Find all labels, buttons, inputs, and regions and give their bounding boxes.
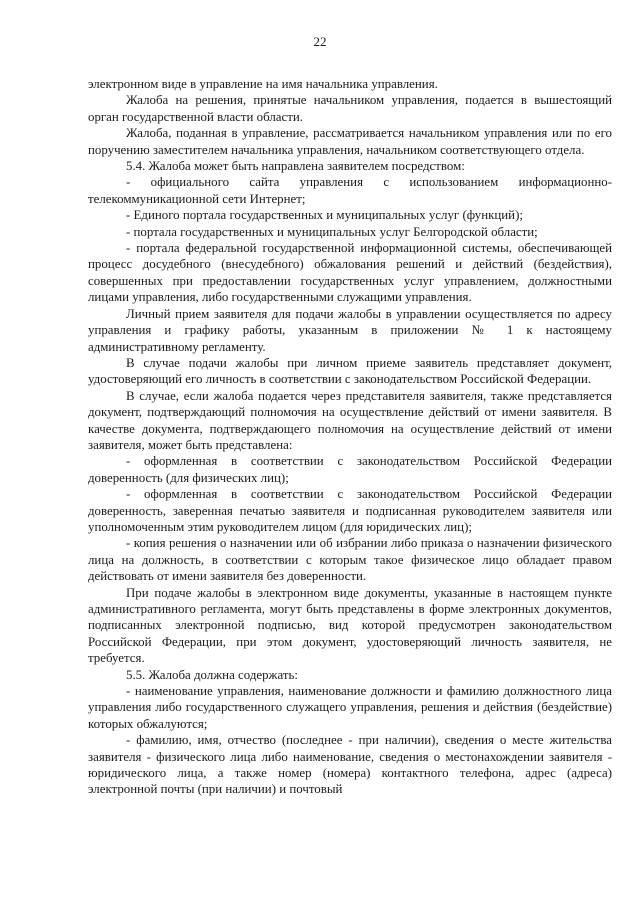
list-item: - Единого портала государственных и муниципальных услуг (функций); bbox=[126, 208, 523, 223]
section-heading: 5.4. Жалоба может быть направлена заявителем посредством: bbox=[126, 159, 465, 174]
paragraph: Жалоба на решения, принятые начальником управления, подается в вышестоящий орган государственной власти области. bbox=[88, 93, 612, 124]
paragraph: электронном виде в управление на имя начальника управления. bbox=[88, 77, 438, 91]
list-item: - оформленная в соответствии с законодательством Российской Федерации доверенность, заверенная печатью заявителя и подписанная руководителем заявителя или уполномоченным этим руководителем лицом (для юридических лиц); bbox=[88, 487, 612, 534]
list-item: - наименование управления, наименование должности и фамилию должностного лица управления либо государственного служащего управления, решения и действия (бездействие) которых обжалуются; bbox=[88, 684, 612, 731]
list-item: - фамилию, имя, отчество (последнее - при наличии), сведения о месте жительства заявителя - физического лица либо наименование, сведения о местонахождении заявителя - юридического лица, а также номер (номера) контактного телефона, адрес (адреса) электронной почты (при наличии) и почтовый bbox=[88, 733, 612, 797]
list-item: - портала федеральной государственной информационной системы, обеспечивающей процесс досудебного (внесудебного) обжалования решений и действий (бездействия), совершенных при предоставлении государственных услуг управлением, должностными лицами управления, либо государственными служащими управления. bbox=[88, 241, 612, 305]
list-item: - оформленная в соответствии с законодательством Российской Федерации доверенность (для физических лиц); bbox=[88, 454, 612, 485]
list-item: - портала государственных и муниципальных услуг Белгородской области; bbox=[126, 224, 538, 239]
list-item: - официального сайта управления с использованием информационно-телекоммуникационной сети Интернет; bbox=[88, 175, 612, 206]
paragraph: При подаче жалобы в электронном виде документы, указанные в настоящем пункте административного регламента, могут быть представлены в форме электронных документов, подписанных электронной подписью, вид которой предусмотрен законодательством Российской Федерации, при этом документ, удостоверяющий личность заявителя, не требуется. bbox=[88, 585, 612, 666]
section-heading: 5.5. Жалоба должна содержать: bbox=[126, 667, 298, 682]
page-number: 22 bbox=[313, 34, 327, 49]
paragraph: Личный прием заявителя для подачи жалобы в управлении осуществляется по адресу управления и графику работы, указанным в приложении № 1 к настоящему административному регламенту. bbox=[88, 306, 612, 354]
paragraph: В случае подачи жалобы при личном приеме заявитель представляет документ, удостоверяющий его личность в соответствии с законодательством Российской Федерации. bbox=[88, 355, 612, 387]
paragraph: Жалоба, поданная в управление, рассматривается начальником управления или по его поручению заместителем начальника управления, начальником соответствующего отдела. bbox=[88, 126, 612, 157]
body-text bbox=[88, 76, 612, 798]
paragraph: В случае, если жалоба подается через представителя заявителя, также представляется документ, подтверждающий полномочия на осуществление действий от имени заявителя. В качестве документа, подтверждающего полномочия на осуществление действий от имени заявителя, может быть представлена: bbox=[88, 388, 612, 452]
list-item: - копия решения о назначении или об избрании либо приказа о назначении физического лица на должность, в соответствии с которым такое физическое лицо обладает правом действовать от имени заявителя без доверенности. bbox=[88, 536, 612, 584]
